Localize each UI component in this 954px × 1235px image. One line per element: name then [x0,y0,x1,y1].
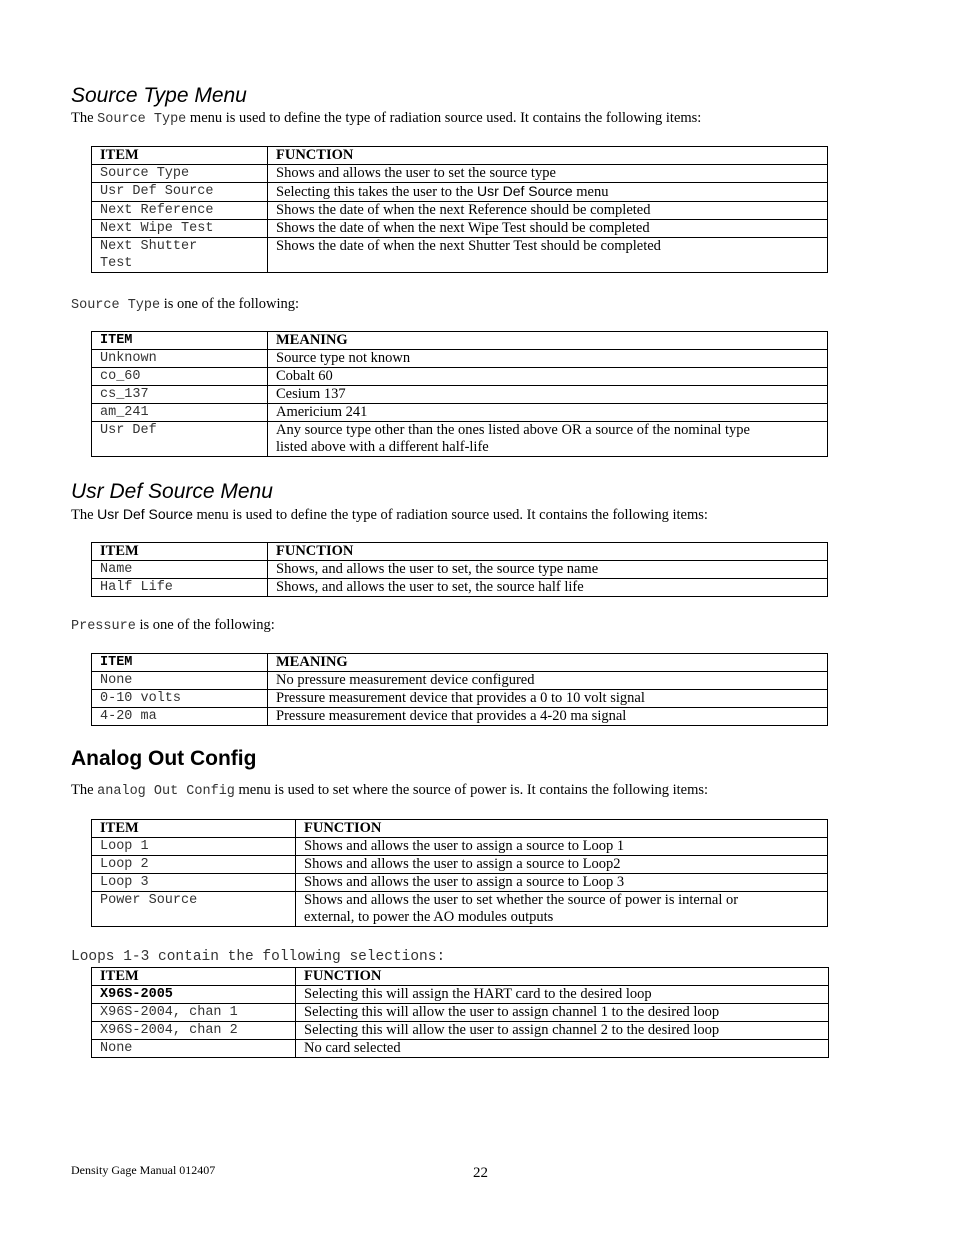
column-header-function: FUNCTION [296,820,828,838]
table-row [92,386,828,404]
table-header-row [92,543,828,561]
item-line-1: Next Shutter [100,239,198,254]
function-cell: Shows the date of when the next Reference should be completed [268,202,828,220]
source-type-intro [71,110,701,127]
item-cell: Loop 1 [92,838,296,856]
item-cell: Unknown [92,350,268,368]
item-cell: Loop 3 [92,874,296,892]
function-text-post: menu [572,184,609,200]
item-cell: X96S-2004, chan 1 [92,1004,296,1022]
function-cell: Shows and allows the user to set the source type [268,165,828,183]
table-row [92,183,828,202]
table-row [92,838,828,856]
loops-list-intro: Loops 1-3 contain the following selections: [71,949,446,965]
table-row [92,561,828,579]
page-number: 22 [473,1165,488,1181]
item-cell: cs_137 [92,386,268,404]
intro-code: Source Type [71,298,161,313]
meaning-cell: Pressure measurement device that provides a 4-20 ma signal [268,708,828,726]
column-header-item: ITEM [92,147,268,165]
table-row [92,708,828,726]
meaning-cell: Source type not known [268,350,828,368]
table-row [92,690,828,708]
item-cell: Source Type [92,165,268,183]
column-header-item: ITEM [92,332,268,350]
table-row [92,874,828,892]
table-row [92,220,828,238]
intro-text: The [71,782,98,798]
intro-code: Pressure [71,619,136,634]
meaning-line-1: Any source type other than the ones listed above OR a source of the nominal type [276,422,750,438]
item-cell: Usr Def Source [92,183,268,202]
source-type-meaning-table [91,331,828,457]
table-row [92,892,828,927]
intro-text-post: menu is used to set where the source of power is. It contains the following items: [234,782,709,798]
table-row [92,856,828,874]
item-cell: co_60 [92,368,268,386]
function-cell: Shows and allows the user to assign a source to Loop 1 [296,838,828,856]
table-header-row [92,820,828,838]
function-cell: Selecting this will allow the user to assign channel 1 to the desired loop [296,1004,829,1022]
loops-selection-table [91,967,829,1058]
table-row [92,165,828,183]
meaning-cell: Cobalt 60 [268,368,828,386]
function-cell: Shows and allows the user to assign a source to Loop2 [296,856,828,874]
table-row [92,422,828,457]
table-row [92,579,828,597]
pressure-meaning-table [91,653,828,726]
table-header-row [92,968,829,986]
function-cell: Selecting this will allow the user to assign channel 2 to the desired loop [296,1022,829,1040]
intro-text-post: is one of the following: [135,617,275,633]
meaning-cell: No pressure measurement device configured [268,672,828,690]
function-cell: Selecting this will assign the HART card to the desired loop [296,986,829,1004]
meaning-cell: Americium 241 [268,404,828,422]
table-row [92,1004,829,1022]
item-cell: Power Source [92,892,296,927]
intro-text-post: menu is used to define the type of radiation source used. It contains the following items: [192,507,708,523]
table-row [92,1022,829,1040]
function-cell [268,183,828,202]
column-header-meaning: MEANING [268,654,828,672]
intro-text: The [71,110,98,126]
source-type-items-table [91,146,828,273]
intro-code: Source Type [97,112,187,127]
function-cell: Shows the date of when the next Wipe Test should be completed [268,220,828,238]
item-cell: Next Reference [92,202,268,220]
item-cell: Name [92,561,268,579]
column-header-item: ITEM [92,820,296,838]
source-type-list-intro [71,296,299,313]
function-cell: Shows, and allows the user to set, the source type name [268,561,828,579]
column-header-function: FUNCTION [268,147,828,165]
table-header-row [92,147,828,165]
intro-text-post: menu is used to define the type of radiation source used. It contains the following items: [186,110,702,126]
column-header-meaning: MEANING [268,332,828,350]
meaning-cell: Pressure measurement device that provides a 0 to 10 volt signal [268,690,828,708]
item-cell: am_241 [92,404,268,422]
function-cell: Shows, and allows the user to set, the source half life [268,579,828,597]
intro-code: analog Out Config [97,784,235,799]
meaning-cell [268,422,828,457]
table-row [92,202,828,220]
menu-name-text: Usr Def Source [476,183,573,199]
intro-menu-name: Usr Def Source [97,506,193,522]
section-title-source-type-menu: Source Type Menu [71,84,247,107]
pressure-list-intro [71,617,275,634]
function-text: Selecting this takes the user to the [276,184,477,200]
table-row [92,404,828,422]
item-line-2: Test [100,256,133,271]
table-row [92,672,828,690]
column-header-item: ITEM [92,654,268,672]
function-line-1: Shows and allows the user to set whether the source of power is internal or [304,892,739,908]
table-row [92,350,828,368]
item-cell: None [92,672,268,690]
column-header-item: ITEM [92,543,268,561]
table-row [92,1040,829,1058]
footer-document-title: Density Gage Manual 012407 [71,1163,216,1177]
function-cell: Shows and allows the user to assign a source to Loop 3 [296,874,828,892]
table-row [92,986,829,1004]
item-cell: X96S-2004, chan 2 [92,1022,296,1040]
section-title-usr-def-source-menu: Usr Def Source Menu [71,480,273,503]
meaning-line-2: listed above with a different half-life [276,439,489,455]
table-row [92,368,828,386]
item-cell: Usr Def [92,422,268,457]
item-cell: 4-20 ma [92,708,268,726]
table-header-row [92,332,828,350]
function-cell: Shows the date of when the next Shutter Test should be completed [268,238,828,273]
item-cell: 0-10 volts [92,690,268,708]
intro-text-post: is one of the following: [160,296,300,312]
column-header-function: FUNCTION [296,968,829,986]
function-line-2: external, to power the AO modules outputs [304,909,554,925]
function-cell [296,892,828,927]
item-cell: Loop 2 [92,856,296,874]
analog-out-config-table [91,819,828,927]
table-header-row [92,654,828,672]
meaning-cell: Cesium 137 [268,386,828,404]
item-cell: None [92,1040,296,1058]
usr-def-source-table [91,542,828,597]
item-cell: Half Life [92,579,268,597]
section-title-analog-out-config: Analog Out Config [71,747,257,770]
item-cell: X96S-2005 [92,986,296,1004]
analog-out-config-intro [71,782,708,799]
item-cell [92,238,268,273]
table-row [92,238,828,273]
function-cell: No card selected [296,1040,829,1058]
item-cell: Next Wipe Test [92,220,268,238]
column-header-function: FUNCTION [268,543,828,561]
column-header-item: ITEM [92,968,296,986]
usr-def-source-intro [71,506,708,524]
intro-text: The [71,507,98,523]
